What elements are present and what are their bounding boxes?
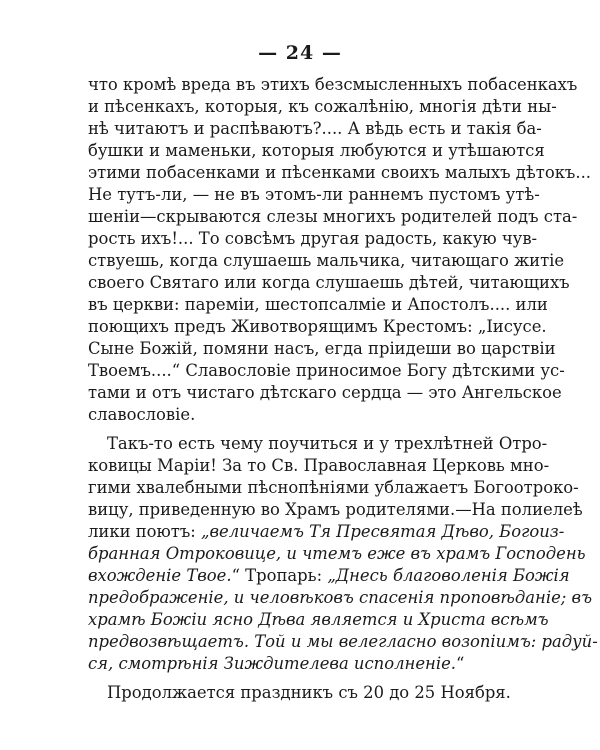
text-line: ствуешь, когда слушаешь мальчика, читающаго житіе bbox=[88, 251, 565, 270]
italic-line: бранная Отроковице, и чтемъ еже въ храмъ Господень bbox=[88, 544, 586, 563]
page-number: — 24 — bbox=[258, 42, 342, 64]
text-span: “ bbox=[455, 654, 465, 673]
italic-quote: „величаемъ Тя Пресвятая Дѣво, Богоиз- bbox=[201, 522, 565, 541]
text-line: и пѣсенкахъ, которыя, къ сожалѣнію, многія дѣти ны- bbox=[88, 97, 557, 116]
closing-line: Продолжается праздникъ съ 20 до 25 Ноября. bbox=[107, 683, 511, 702]
text-line: ковицы Маріи! За то Св. Православная Церковь мно- bbox=[88, 456, 550, 475]
text-line: поющихъ предъ Животворящимъ Крестомъ: „Іисусе. bbox=[88, 317, 547, 336]
text-line: нѣ читаютъ и распѣваютъ?.... А вѣдь есть и такія ба- bbox=[88, 119, 542, 138]
italic-line: предвозвѣщаетъ. Той и мы велегласно возопіимъ: радуй- bbox=[88, 632, 598, 651]
text-line bbox=[88, 565, 570, 587]
text-line: Такъ-то есть чему поучиться и у трехлѣтней Отро- bbox=[107, 434, 548, 453]
text-line: бушки и маменьки, которыя любуются и утѣшаются bbox=[88, 141, 545, 160]
italic-line: предображеніе, и человѣковъ спасенія проповѣданіе; въ bbox=[88, 588, 592, 607]
text-line: гими хвалебными пѣснопѣніями ублажаетъ Богоотроко- bbox=[88, 478, 579, 497]
text-line: этими побасенками и пѣсенками своихъ малыхъ дѣтокъ... bbox=[88, 163, 591, 182]
text-line: въ церкви: пареміи, шестопсалміе и Апостолъ.... или bbox=[88, 295, 548, 314]
text-line: вицу, приведенную во Храмъ родителями.—На полиелеѣ bbox=[88, 500, 583, 519]
text-line: славословіе. bbox=[88, 405, 196, 424]
text-line: Не тутъ-ли, — не въ этомъ-ли раннемъ пустомъ утѣ- bbox=[88, 185, 540, 204]
text-line: тами и отъ чистаго дѣтскаго сердца — это Ангельское bbox=[88, 383, 562, 402]
text-line: своего Святаго или когда слушаешь дѣтей, читающихъ bbox=[88, 273, 570, 292]
text-line: Сыне Божій, помяни насъ, егда пріидеши во царствіи bbox=[88, 339, 556, 358]
text-span: лики поютъ: bbox=[88, 522, 202, 541]
text-line bbox=[88, 521, 565, 543]
text-line bbox=[88, 653, 524, 675]
text-line: рость ихъ!... То совсѣмъ другая радость, какую чув- bbox=[88, 229, 538, 248]
text-line: что кромѣ вреда въ этихъ безсмысленныхъ побасенкахъ bbox=[88, 75, 578, 94]
italic-quote: ся, смотрѣнія Зиждителева исполненіе. bbox=[88, 654, 456, 673]
text-line: Твоемъ....“ Славословіе приносимое Богу дѣтскими ус- bbox=[88, 361, 565, 380]
italic-quote: „Днесь благоволенія Божія bbox=[327, 566, 570, 585]
text-line: шеніи—скрываются слезы многихъ родителей подъ ста- bbox=[88, 207, 578, 226]
italic-line: храмѣ Божіи ясно Дѣва является и Христа всѣмъ bbox=[88, 610, 549, 629]
italic-quote: вхожденіе Твое. bbox=[88, 566, 232, 585]
text-span: “ Тропарь: bbox=[231, 566, 328, 585]
